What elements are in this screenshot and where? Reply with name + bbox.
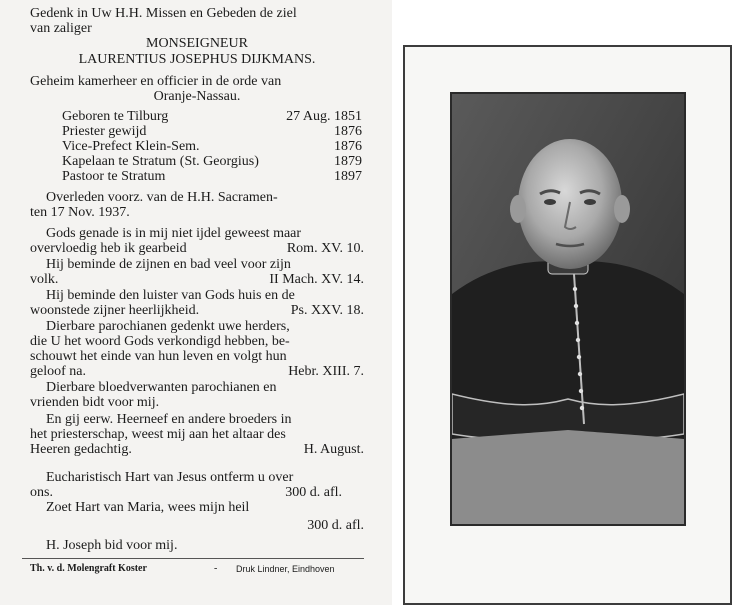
clergy-line: Heeren gedachtig. <box>30 442 132 457</box>
verse-ref: II Mach. XV. 14. <box>269 272 364 287</box>
footer-separator: - <box>214 563 218 574</box>
prayer-line: H. Joseph bid voor mij. <box>46 538 178 553</box>
verse-line: Gods genade is in mij niet ijdel geweest maar <box>46 226 302 241</box>
verse-line: Hij beminde den luister van Gods huis en de <box>46 288 295 303</box>
prayer-line: Zoet Hart van Maria, wees mijn heil <box>46 500 250 515</box>
deceased-name: LAURENTIUS JOSEPHUS DIJKMANS. <box>78 52 316 67</box>
parish-line: schouwt het einde van hun leven en volgt hun <box>30 349 287 364</box>
verse-row <box>30 303 364 318</box>
timeline-date: 1879 <box>334 154 362 169</box>
intro-line: Gedenk in Uw H.H. Missen en Gebeden de ziel <box>30 6 297 21</box>
verse-row <box>30 272 364 287</box>
timeline-row <box>62 124 362 139</box>
timeline-row <box>62 154 362 169</box>
timeline-row <box>62 109 362 124</box>
timeline-date: 27 Aug. 1851 <box>286 109 362 124</box>
footer-divider <box>22 558 364 559</box>
clergy-line: het priesterschap, weest mij aan het altaar des <box>30 427 286 442</box>
verse-ref: Ps. XXV. 18. <box>290 303 364 318</box>
parish-row <box>30 364 364 379</box>
verse-line: volk. <box>30 272 59 287</box>
title-line: Oranje-Nassau. <box>153 89 241 104</box>
timeline-date: 1876 <box>334 124 362 139</box>
timeline-event: Geboren te Tilburg <box>62 109 169 124</box>
indulgence: 300 d. afl. <box>307 518 364 533</box>
timeline-event: Priester gewijd <box>62 124 147 139</box>
parish-line: geloof na. <box>30 364 86 379</box>
timeline-row <box>62 169 362 184</box>
death-line: ten 17 Nov. 1937. <box>30 205 130 220</box>
footer-printer: Druk Lindner, Eindhoven <box>236 564 335 574</box>
timeline-row <box>62 139 362 154</box>
verse-ref: Rom. XV. 10. <box>286 241 364 256</box>
timeline-date: 1897 <box>334 169 362 184</box>
intro-line: van zaliger <box>30 21 92 36</box>
portrait-illustration <box>452 94 684 524</box>
relatives-line: Dierbare bloedverwanten parochianen en <box>46 380 277 395</box>
portrait-photo <box>450 92 686 526</box>
timeline-event: Vice-Prefect Klein-Sem. <box>62 139 200 154</box>
clergy-line: En gij eerw. Heerneef en andere broeders in <box>46 412 292 427</box>
verse-row <box>30 241 364 256</box>
parish-ref: Hebr. XIII. 7. <box>288 364 364 379</box>
memorial-card-photo-side <box>403 45 732 605</box>
death-line: Overleden voorz. van de H.H. Sacramen- <box>46 190 278 205</box>
prayer-row <box>30 485 364 500</box>
clergy-ref: H. August. <box>303 442 364 457</box>
verse-line: woonstede zijner heerlijkheid. <box>30 303 200 318</box>
prayer-line: ons. <box>30 485 53 500</box>
clergy-row <box>30 442 364 457</box>
indulgence: 300 d. afl. <box>285 485 342 500</box>
verse-line: Hij beminde de zijnen en bad veel voor zijn <box>46 257 291 272</box>
timeline-date: 1876 <box>334 139 362 154</box>
honorific: MONSEIGNEUR <box>146 36 248 51</box>
relatives-line: vrienden bidt voor mij. <box>30 395 160 410</box>
timeline-event: Pastoor te Stratum <box>62 169 166 184</box>
footer-credit: Th. v. d. Molengraft Koster <box>30 563 147 574</box>
title-line: Geheim kamerheer en officier in de orde van <box>30 74 282 89</box>
verse-line: overvloedig heb ik gearbeid <box>30 241 187 256</box>
prayer-line: Eucharistisch Hart van Jesus ontferm u over <box>46 470 294 485</box>
parish-line: die U het woord Gods verkondigd hebben, be- <box>30 334 290 349</box>
timeline-event: Kapelaan te Stratum (St. Georgius) <box>62 154 259 169</box>
parish-line: Dierbare parochianen gedenkt uwe herders, <box>46 319 290 334</box>
